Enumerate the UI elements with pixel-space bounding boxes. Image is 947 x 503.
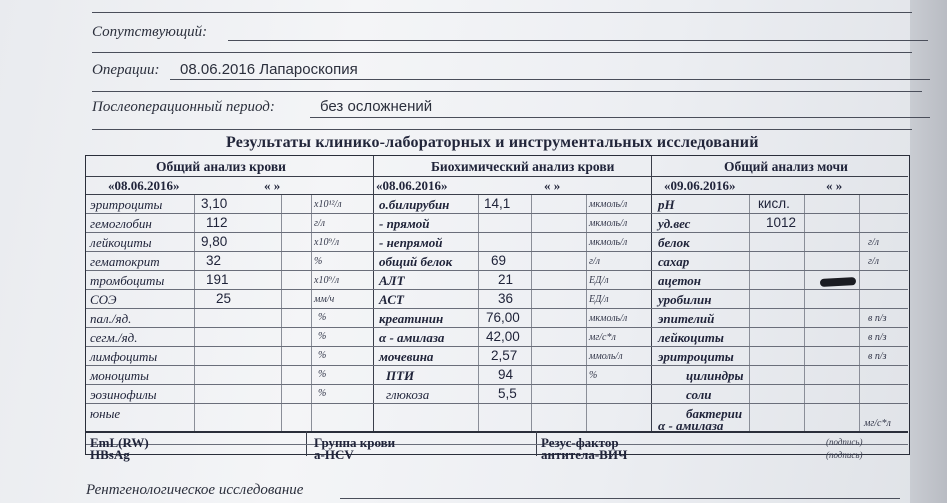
hbsag-label: HBsAg (90, 447, 130, 462)
table-row: лейкоциты (658, 330, 724, 345)
table-row: пал./яд. (90, 311, 132, 326)
table-row: ацетон (658, 273, 701, 288)
operations-label: Операции: (92, 62, 160, 78)
postop-label: Послеоперационный период: (92, 99, 275, 115)
table-row: α - амилаза (658, 418, 724, 433)
table-row: лейкоциты (90, 235, 152, 250)
biochem-date-1: «08.06.2016» (376, 178, 448, 193)
hcv-label: a-HCV (314, 447, 354, 462)
table-row: эритроциты (90, 197, 163, 212)
table-row: мочевина (379, 349, 434, 364)
table-row: pH (658, 197, 675, 212)
table-row: эозинофилы (90, 387, 157, 402)
urine-header: Общий анализ мочи (724, 159, 848, 174)
table-row: цилиндры (686, 368, 744, 383)
table-row: уд.вес (658, 216, 691, 231)
table-row: лимфоциты (90, 349, 158, 364)
urine-date-1: «09.06.2016» (664, 178, 736, 193)
biochem-date-2: « » (544, 178, 561, 193)
hiv-label: антитела-ВИЧ (541, 447, 628, 462)
table-row: эритроциты (658, 349, 734, 364)
blood-group-label: Группа крови (314, 435, 396, 450)
eml-rw-label: EmL(RW) (90, 435, 149, 450)
operations-value: 08.06.2016 Лапароскопия (180, 61, 358, 78)
table-row: юные (90, 406, 121, 421)
table-row: - прямой (379, 216, 430, 231)
urine-date-2: « » (826, 178, 843, 193)
table-row: глюкоза (386, 387, 430, 402)
table-row: гемоглобин (90, 216, 152, 231)
table-row: креатинин (379, 311, 444, 326)
table-row: уробилин (658, 292, 712, 307)
table-row: бактерии (686, 406, 743, 421)
table-row: соли (686, 387, 712, 402)
table-row: АЛТ (379, 273, 405, 288)
blood-header: Общий анализ крови (156, 159, 286, 174)
table-row: моноциты (90, 368, 149, 383)
comorbid-label: Сопутствующий: (92, 24, 208, 40)
table-row: о.билирубин (379, 197, 450, 212)
table-row: белок (658, 235, 690, 250)
table-row: СОЭ (90, 292, 117, 307)
postop-value: без осложнений (320, 98, 433, 115)
table-row: общий белок (379, 254, 453, 269)
table-row: ПТИ (386, 368, 415, 383)
table-row: эпителий (658, 311, 715, 326)
signature-label-1: (подпись) (826, 437, 863, 447)
table-row: α - амилаза (379, 330, 445, 345)
rh-factor-label: Резус-фактор (541, 435, 619, 450)
table-row: тромбоциты (90, 273, 165, 288)
signature-label-2: (подпись) (826, 450, 863, 460)
table-row: - непрямой (379, 235, 443, 250)
table-row: сахар (658, 254, 690, 269)
table-row: АСТ (379, 292, 404, 307)
table-row: сегм./яд. (90, 330, 138, 345)
results-table: Общий анализ крови Биохимический анализ крови Общий анализ мочи «08.06.2016» « » «08.06.2016» « » «09.06.2016» « » эритроциты 3,10 x10¹²/л гемоглобин 112 г/л лейкоциты 9,80 x10⁹/л гематокрит 32 % тромбоциты 191 x10⁹/л СОЭ 25 мм/ч пал./яд. % сегм./яд. % лимфоциты % моноциты % эозинофилы % юные о.билирубин 14,1 мкмоль/л - прямой мкмоль/л - непрямой мкмоль/л общий белок 69 г/л АЛТ 21 ЕД/л АСТ 36 ЕД/л креатинин 76,00 мкмоль/л α - амилаза 42,00 мг/с*л мочевина 2,57 ммоль/л ПТИ 94 % глюкоза 5,5 pH кисл. уд.вес 1012 белок г/л сахар г/л ацетон уробилин эпителий в п/з лейкоциты в п/з эритроциты в п/з цилиндры соли бактерии α - амилаза мг/с*л EmL(RW) HBsAg Группа крови a-HCV Резус-фактор антитела-ВИЧ (подпись) (подпись) (85, 155, 910, 455)
xray-label: Рентгенологическое исследование (86, 482, 304, 498)
table-row: гематокрит (90, 254, 160, 269)
biochem-header: Биохимический анализ крови (431, 159, 615, 174)
section-title: Результаты клинико-лабораторных и инструментальных исследований (226, 134, 759, 151)
blood-date-2: « » (264, 178, 281, 193)
blood-date-1: «08.06.2016» (108, 178, 180, 193)
page-edge (910, 0, 947, 503)
